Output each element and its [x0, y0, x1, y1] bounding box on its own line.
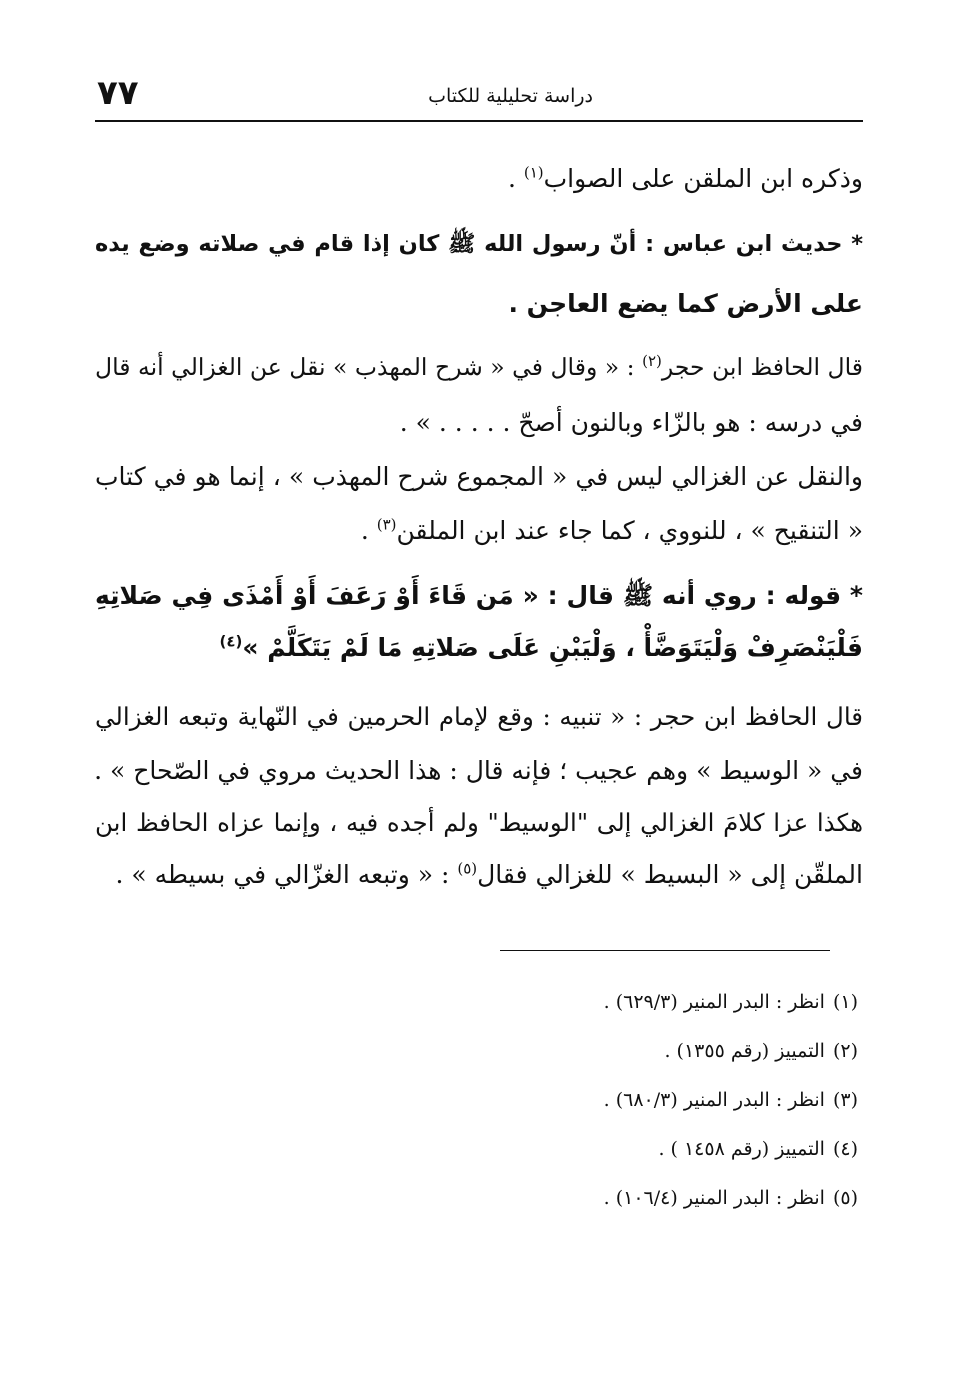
- paragraph-6-line-2: في « الوسيط » وهم عجيب ؛ فإنه قال : هذا الحديث مروي في الصّحاح » .: [94, 756, 863, 785]
- text-run: « التنقيح » ، للنووي ، كما جاء عند ابن الملقن: [396, 516, 863, 545]
- footnote-text: التمييز (رقم ١٤٥٨ ) .: [658, 1138, 825, 1160]
- footnote-4: [300, 1136, 858, 1162]
- footnote-ref-3[interactable]: (٣): [376, 515, 397, 534]
- page-number: ٧٧: [97, 73, 139, 113]
- text-run: قال الحافظ ابن حجر: [661, 353, 863, 381]
- hadith-heading-2-line-2: [95, 630, 863, 666]
- footnote-number: (٢): [832, 1040, 858, 1062]
- hadith-heading-1-line-1: * حديث ابن عباس : أنّ رسول الله ﷺ كان إذا قام في صلاته وضع يده: [95, 231, 863, 257]
- paragraph-3-line-2: في درسه : هو بالزّاء وبالنون أصحّ . . . . . » .: [399, 408, 863, 437]
- footnote-ref-2[interactable]: (٢): [642, 352, 662, 371]
- footnote-text: انظر : البدر المنير (٦٢٩/٣) .: [603, 991, 825, 1013]
- text-run: : « وتبعه الغزّالي في بسيطه » .: [115, 860, 458, 889]
- text-run: .: [360, 516, 377, 545]
- text-run: فَلْيَنْصَرِفْ وَلْيَتَوَضَّأْ ، وَلْيَبْنِ عَلَى صَلاتِهِ مَا لَمْ يَتَكَلَّمْ »: [242, 633, 863, 662]
- paragraph-6-line-1: قال الحافظ ابن حجر : « تنبيه : وقع لإمام الحرمين في النّهاية وتبعه الغزالي: [95, 702, 863, 731]
- footnote-separator: [500, 950, 830, 951]
- paragraph-1-line-1: [95, 162, 863, 196]
- paragraph-4-line-2: [95, 514, 863, 548]
- footnote-text: التمييز (رقم ١٣٥٥) .: [664, 1040, 825, 1062]
- paragraph-4-line-1: والنقل عن الغزالي ليس في « المجموع شرح المهذب » ، إنما هو في كتاب: [95, 462, 863, 491]
- footnote-3: [300, 1087, 858, 1113]
- footnote-2: [300, 1038, 858, 1064]
- footnote-text: انظر : البدر المنير (١٠٦/٤) .: [603, 1187, 825, 1209]
- paragraph-7-line-2: [95, 858, 863, 892]
- page-header: [95, 70, 863, 122]
- paragraph-7-line-1: هكذا عزا كلامَ الغزالي إلى "الوسيط" ولم أجده فيه ، وإنما عزاه الحافظ ابن: [95, 808, 863, 837]
- hadith-heading-1-line-2: على الأرض كما يضع العاجن .: [508, 289, 863, 318]
- footnote-number: (٣): [832, 1089, 858, 1111]
- text-run: وذكره ابن الملقن على الصواب: [543, 164, 863, 193]
- running-title: دراسة تحليلية للكتاب: [428, 85, 593, 107]
- footnote-5: [300, 1185, 858, 1211]
- text-run: الملقّن إلى « البسيط » للغزالي فقال: [477, 860, 863, 889]
- footnote-ref-1[interactable]: (١): [523, 163, 544, 182]
- text-run: .: [507, 164, 524, 193]
- footnote-number: (٤): [832, 1138, 858, 1160]
- paragraph-3-line-1: [95, 350, 863, 384]
- text-run: : « وقال في « شرح المهذب » نقل عن الغزالي أنه قال: [95, 353, 643, 381]
- hadith-heading-2-line-1: * قوله : روي أنه ﷺ قال : « مَن قَاءَ أَوْ رَعَفَ أَوْ أَمْذَى فِي صَلاتِهِ: [95, 581, 863, 610]
- footnote-ref-5[interactable]: (٥): [457, 859, 478, 878]
- footnote-number: (٥): [832, 1187, 858, 1209]
- footnote-text: انظر : البدر المنير (٦٨٠/٣) .: [603, 1089, 825, 1111]
- footnote-ref-4[interactable]: (٤): [219, 632, 243, 651]
- footnote-number: (١): [832, 991, 858, 1013]
- footnote-1: [300, 989, 858, 1015]
